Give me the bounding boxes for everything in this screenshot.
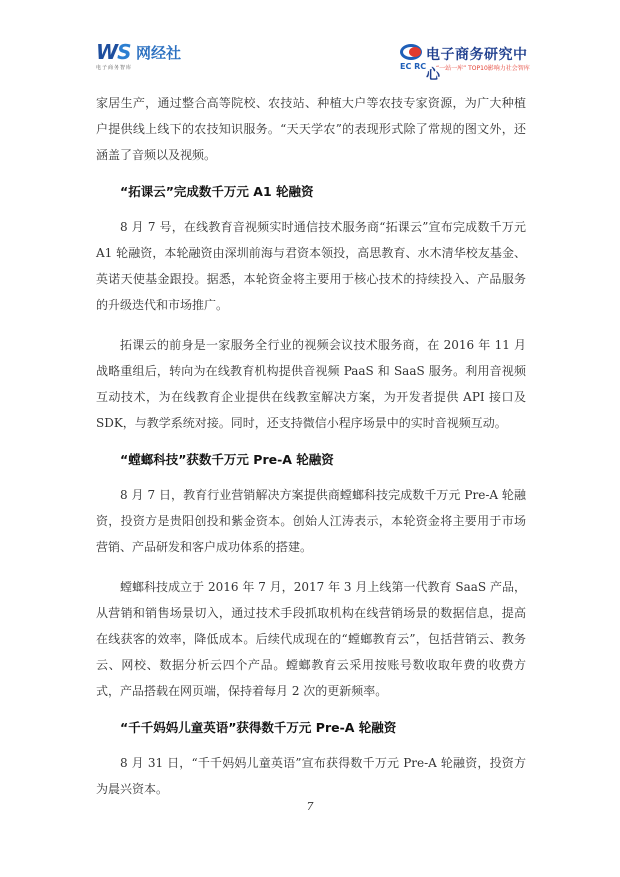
- paragraph: 家居生产，通过整合高等院校、农技站、种植大户等农技专家资源，为广大种植户提供线上线下的农技知识服务。“天天学农”的表现形式除了常规的图文外，还涵盖了音频以及视频。: [96, 96, 526, 162]
- logo-name: 网经社: [136, 44, 182, 62]
- ecrc-logo: [400, 44, 540, 83]
- ecrc-abbr: EC RC: [400, 62, 427, 71]
- paragraph: 8 月 7 号，在线教育音视频实时通信技术服务商“拓课云”宣布完成数千万元 A1 轮融资，本轮融资由深圳前海与君资本领投，高思教育、水木清华校友基金、英诺天使基金跟投。据悉，本轮资金将主要用于核心技术的持续投入、产品服务的升级迭代和市场推广。: [96, 220, 526, 312]
- ws-logo-mark: WS: [96, 40, 131, 64]
- logo-sub: 电子商务智库: [96, 65, 133, 71]
- ecrc-slogan: “一站一库” TOP10影响力社会智库: [436, 65, 530, 72]
- section-heading: “千千妈妈儿童英语”获得数千万元 Pre-A 轮融资: [120, 720, 397, 735]
- paragraph: 拓课云的前身是一家服务全行业的视频会议技术服务商，在 2016 年 11 月战略重组后，转向为在线教育机构提供音视频 PaaS 和 SaaS 服务。利用音视频互动技术，为在线教育企业提供在线教室解决方案，为开发者提供 API 接口及 SDK，与教学系统对接。同时，还支持微信小程序场景中的实时音视频互动。: [96, 338, 526, 430]
- paragraph: 8 月 7 日，教育行业营销解决方案提供商螳螂科技完成数千万元 Pre-A 轮融资，投资方是贵阳创投和紫金资本。创始人江涛表示，本轮资金将主要用于市场营销、产品研发和客户成功体系的搭建。: [96, 488, 526, 554]
- page-number: 7: [306, 800, 314, 813]
- paragraph: 螳螂科技成立于 2016 年 7 月，2017 年 3 月上线第一代教育 SaaS 产品，从营销和销售场景切入，通过技术手段抓取机构在线营销场景的数据信息，提高在线获客的效率，降低成本。后续代成现在的“螳螂教育云”，包括营销云、教务云、网校、数据分析云四个产品。螳螂教育云采用按账号数收取年费的收费方式，产品搭载在网页端，保持着每月 2 次的更新频率。: [96, 580, 526, 698]
- ecrc-emblem-dot-icon: [409, 47, 421, 57]
- page-header: [0, 0, 620, 83]
- paragraph: 8 月 31 日，“千千妈妈儿童英语”宣布获得数千万元 Pre-A 轮融资，投资方为晨兴资本。: [96, 756, 526, 796]
- ecrc-title: 电子商务研究中心: [426, 47, 528, 83]
- section-heading: “螳螂科技”获数千万元 Pre-A 轮融资: [120, 452, 334, 467]
- section-heading: “拓课云”完成数千万元 A1 轮融资: [120, 184, 314, 199]
- wangjingshe-logo: [96, 40, 206, 80]
- document-body: [96, 90, 526, 816]
